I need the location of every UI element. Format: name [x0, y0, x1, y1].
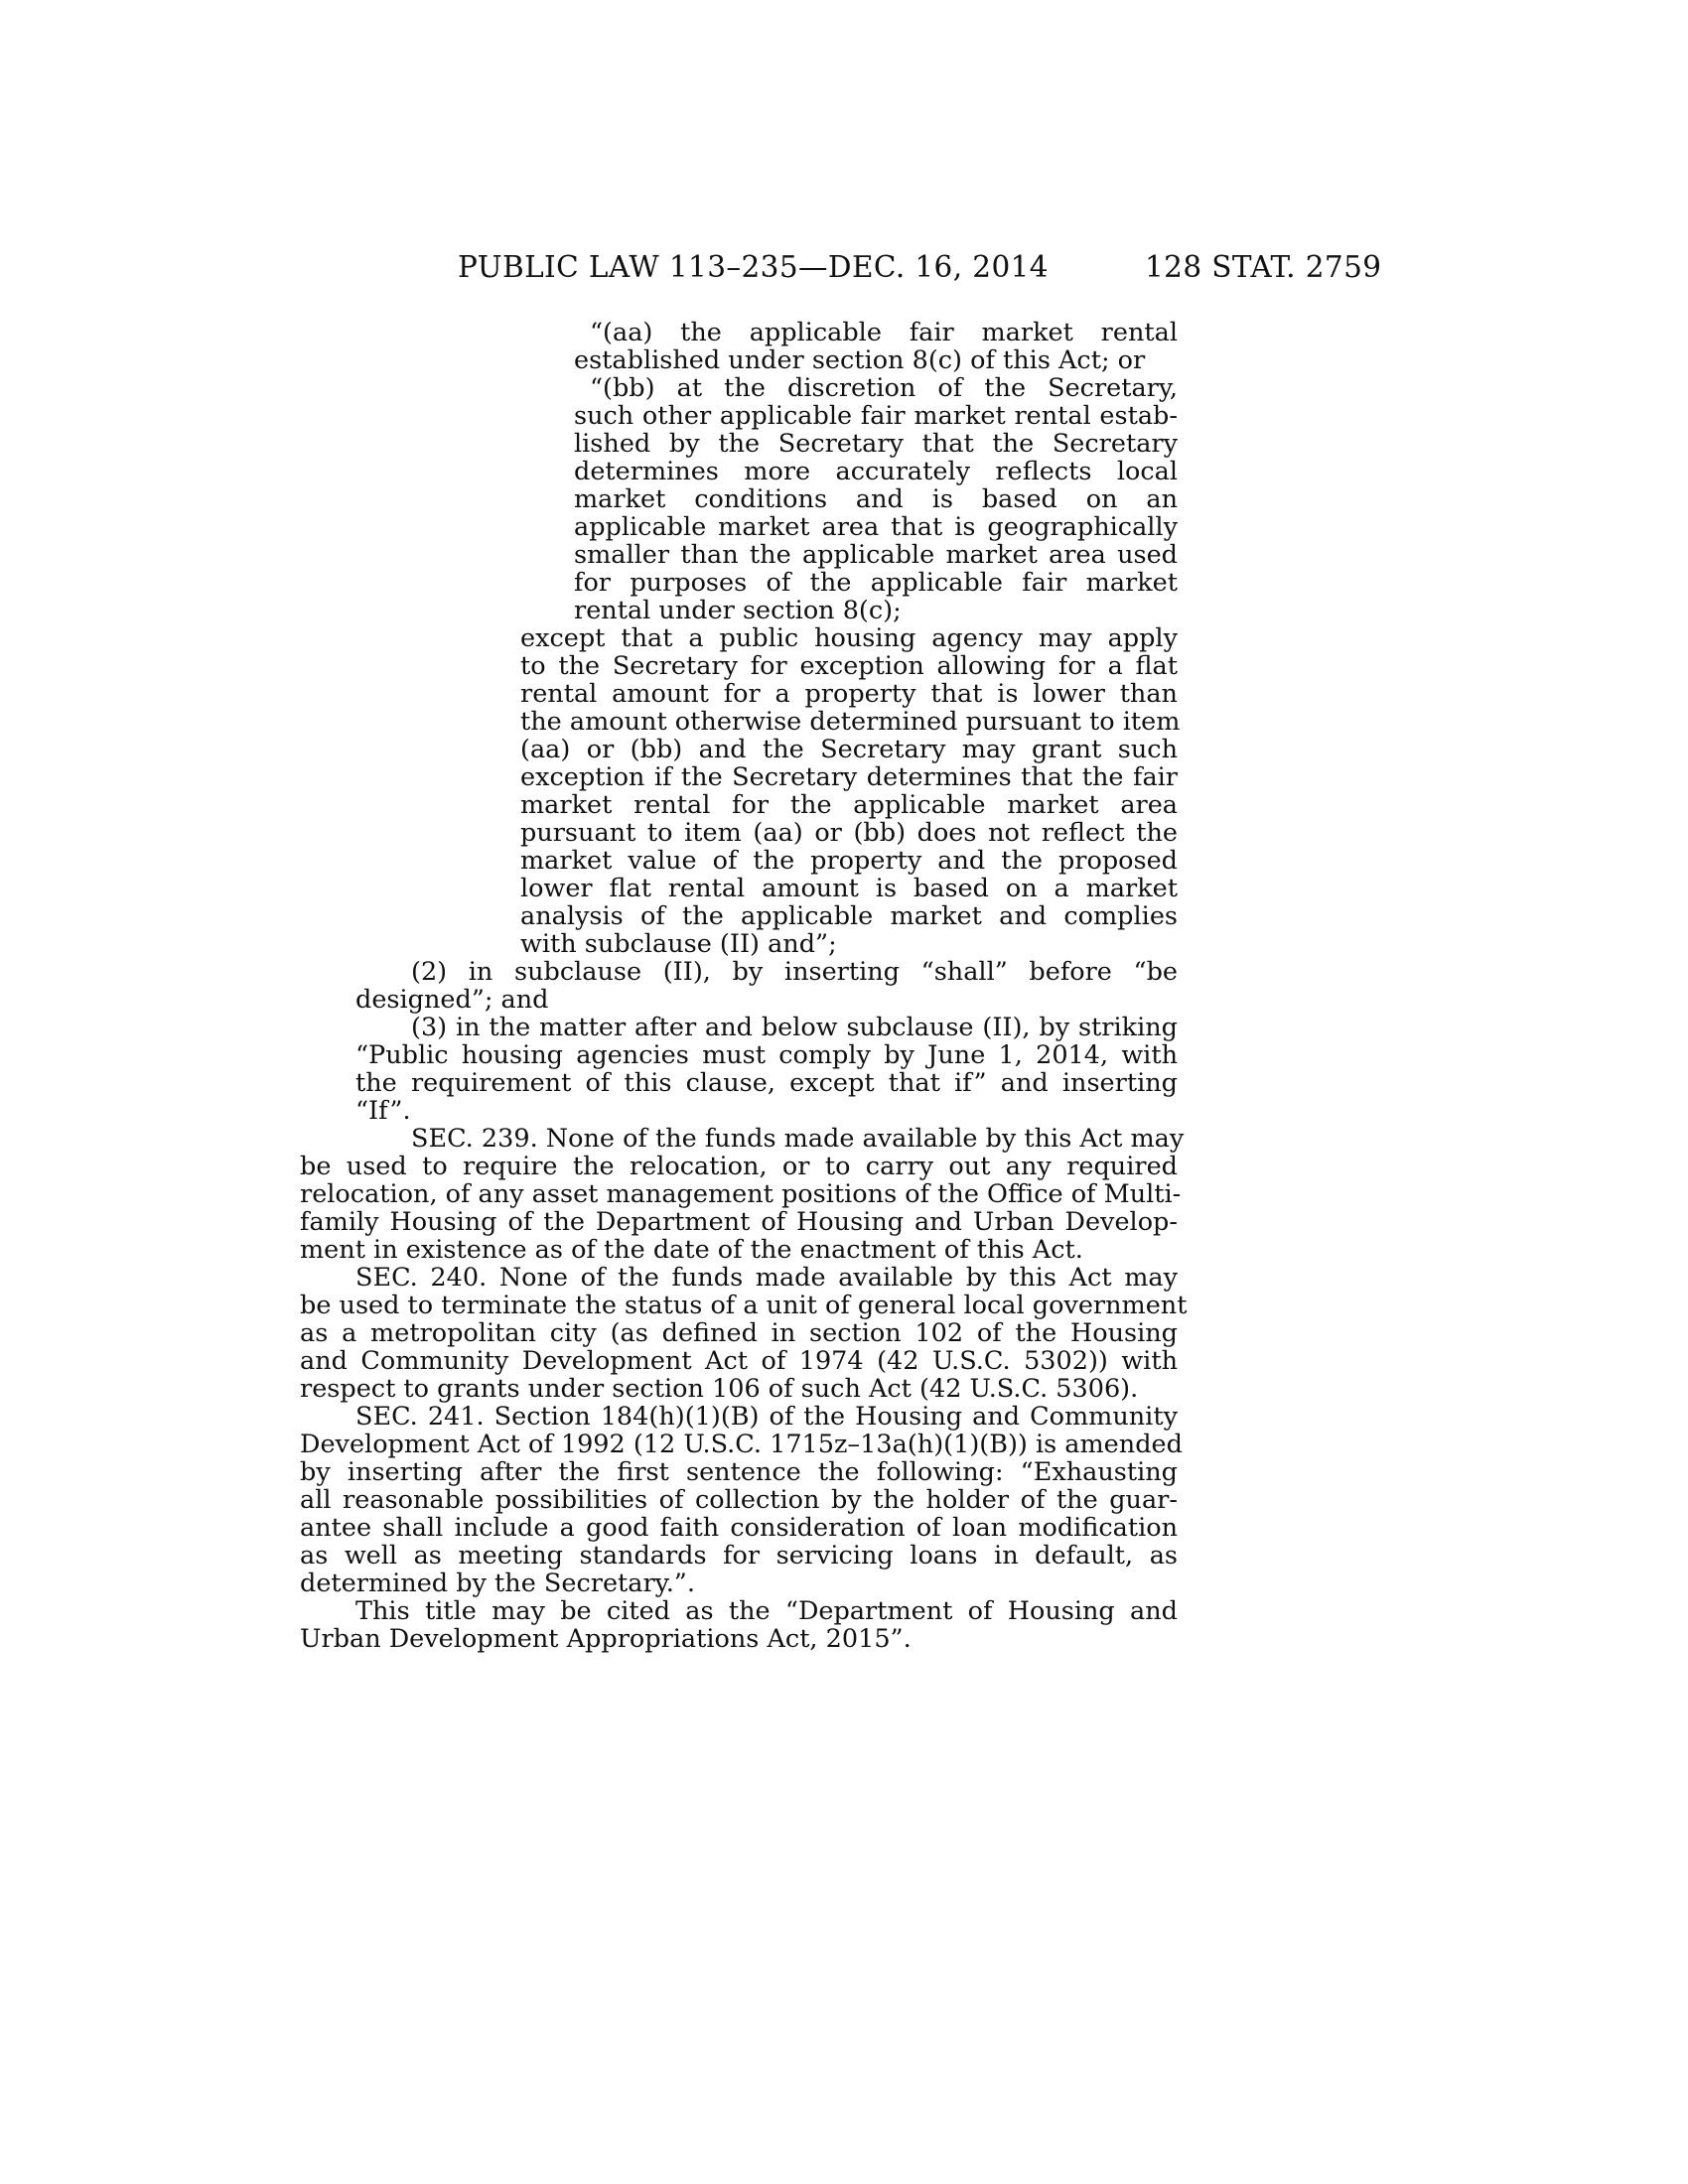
- section-241-first-line: SEC. 241. Section 184(h)(1)(B) of the Housing and Community: [355, 1402, 1178, 1432]
- text-line: be used to require the relocation, or to carry out any required: [300, 1152, 1178, 1181]
- text-line: applicable market area that is geographically: [574, 512, 1178, 542]
- text-line: by inserting after the first sentence the following: “Exhausting: [300, 1457, 1178, 1487]
- text-line: analysis of the applicable market and complies: [520, 901, 1178, 931]
- text-line: smaller than the applicable market area used: [574, 540, 1178, 570]
- text-line: market value of the property and the proposed: [520, 846, 1178, 876]
- text-line: market conditions and is based on an: [574, 484, 1178, 514]
- text-line: all reasonable possibilities of collection by the holder of the guar-: [300, 1485, 1178, 1515]
- section-label: SEC. 241.: [355, 1402, 485, 1432]
- text-line: the requirement of this clause, except that if” and inserting: [355, 1068, 1178, 1098]
- text-line: be used to terminate the status of a unit of general local government: [300, 1291, 1188, 1320]
- text-line: for purposes of the applicable fair market: [574, 568, 1178, 598]
- text-line: ment in existence as of the date of the enactment of this Act.: [300, 1235, 1083, 1265]
- text-line: such other applicable fair market rental estab-: [574, 401, 1178, 431]
- text-line: except that a public housing agency may apply: [520, 623, 1178, 653]
- text-line: (3) in the matter after and below subclause (II), by striking: [411, 1013, 1178, 1042]
- text-line: “(aa) the applicable fair market rental: [590, 318, 1178, 347]
- text-line: as well as meeting standards for servicing loans in default, as: [300, 1541, 1178, 1570]
- text-line: (aa) or (bb) and the Secretary may grant such: [520, 735, 1178, 764]
- text-line: with subclause (II) and”;: [520, 929, 837, 959]
- text-line: Development Act of 1992 (12 U.S.C. 1715z–13a(h)(1)(B)) is amended: [300, 1430, 1183, 1459]
- section-239-first-line: SEC. 239. None of the funds made available by this Act may: [411, 1124, 1185, 1154]
- text-line: “Public housing agencies must comply by June 1, 2014, with: [355, 1040, 1178, 1070]
- text-line: designed”; and: [355, 985, 549, 1015]
- text-line: This title may be cited as the “Department of Housing and: [355, 1596, 1178, 1626]
- text-line: rental amount for a property that is lower than: [520, 679, 1178, 709]
- text-line: exception if the Secretary determines that the fair: [520, 762, 1178, 792]
- page-stat-number: 128 STAT. 2759: [1145, 250, 1382, 284]
- text-line: rental under section 8(c);: [574, 596, 902, 625]
- text-line: “If”.: [355, 1096, 411, 1126]
- section-label: SEC. 240.: [355, 1263, 488, 1293]
- text-line: determines more accurately reflects local: [574, 457, 1178, 486]
- text-line: respect to grants under section 106 of such Act (42 U.S.C. 5306).: [300, 1374, 1139, 1404]
- text-line: determined by the Secretary.”.: [300, 1569, 695, 1598]
- text-line: to the Secretary for exception allowing for a flat: [520, 651, 1178, 681]
- text-line: and Community Development Act of 1974 (42 U.S.C. 5302)) with: [300, 1346, 1178, 1376]
- text-line: as a metropolitan city (as defined in section 102 of the Housing: [300, 1318, 1178, 1348]
- text-line: established under section 8(c) of this Act; or: [574, 345, 1146, 375]
- text-line: “(bb) at the discretion of the Secretary,: [590, 373, 1178, 403]
- text-line: relocation, of any asset management positions of the Office of Multi-: [300, 1179, 1182, 1209]
- text-line: lower flat rental amount is based on a market: [520, 874, 1178, 903]
- text-line: the amount otherwise determined pursuant to item: [520, 707, 1181, 737]
- section-240-first-line: SEC. 240. None of the funds made available by this Act may: [355, 1263, 1178, 1293]
- text-line: family Housing of the Department of Housing and Urban Develop-: [300, 1207, 1178, 1237]
- text-line: Urban Development Appropriations Act, 2015”.: [300, 1624, 912, 1654]
- text-line: (2) in subclause (II), by inserting “shall” before “be: [411, 957, 1178, 987]
- running-head-title: PUBLIC LAW 113–235—DEC. 16, 2014: [458, 250, 1049, 284]
- section-label: SEC. 239.: [411, 1124, 538, 1154]
- text-line: market rental for the applicable market area: [520, 790, 1178, 820]
- text-line: antee shall include a good faith consideration of loan modification: [300, 1513, 1178, 1543]
- text-line: pursuant to item (aa) or (bb) does not reflect the: [520, 818, 1178, 848]
- text-line: lished by the Secretary that the Secretary: [574, 429, 1178, 459]
